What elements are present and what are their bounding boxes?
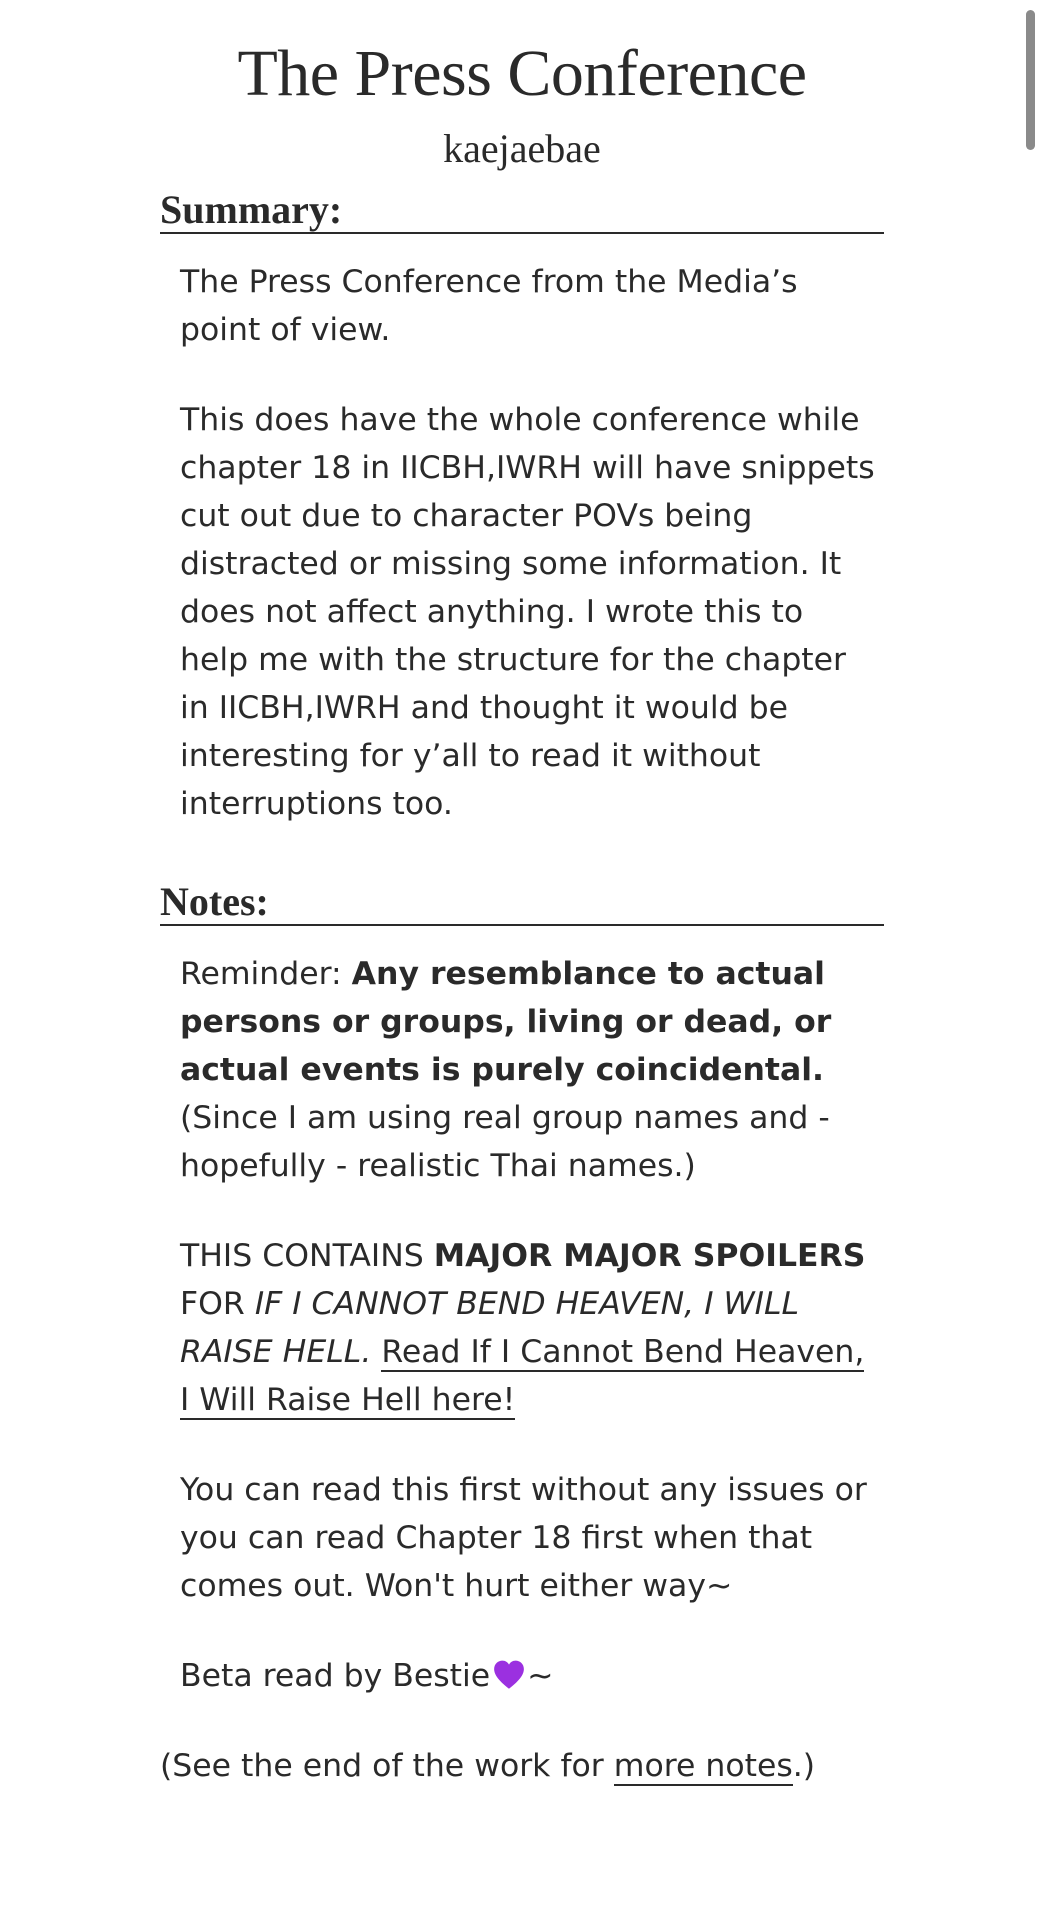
notes-order-note: You can read this first without any issues or you can read Chapter 18 first when that comes out. Won't hurt either way~ xyxy=(180,1472,867,1604)
beta-prefix: Beta read by Bestie xyxy=(180,1658,491,1694)
work-page xyxy=(160,0,884,1790)
more-notes-link[interactable]: more notes xyxy=(613,1748,793,1784)
notes-spoiler-warning xyxy=(180,1232,878,1424)
notes-heading: Notes: xyxy=(160,880,884,926)
reminder-label: Reminder: xyxy=(180,956,352,992)
reminder-bold-text: Any resemblance to actual persons or groups, living or dead, or actual events is purely coincidental. xyxy=(180,956,832,1088)
end-notes-pointer xyxy=(160,1742,884,1790)
spoiler-mid: FOR xyxy=(180,1286,255,1322)
notes-beta-credit xyxy=(180,1652,878,1700)
summary-paragraph-1: The Press Conference from the Media’s point of view. xyxy=(180,264,798,348)
beta-suffix: ~ xyxy=(527,1658,554,1694)
work-title: The Press Conference xyxy=(237,37,807,110)
spoiler-bold-text: MAJOR MAJOR SPOILERS xyxy=(433,1238,866,1274)
notes-body xyxy=(160,950,884,1700)
end-note-prefix: (See the end of the work for xyxy=(160,1748,614,1784)
summary-heading: Summary: xyxy=(160,188,884,234)
spoiler-italic-title: IF I CANNOT BEND HEAVEN, I WILL RAISE HELL. xyxy=(180,1286,800,1370)
notes-reminder xyxy=(180,950,878,1190)
end-note-suffix: .) xyxy=(792,1748,816,1784)
summary-paragraph-2: This does have the whole conference while chapter 18 in IICBH,IWRH will have snippets cut out due to character POVs being distracted or missing some information. It does not affect anything. I wrote this to help me with the structure for the chapter in IICBH,IWRH and thought it would be interesting for y’all to read it without interruptions too. xyxy=(180,402,875,822)
work-author[interactable]: kaejaebae xyxy=(443,126,601,171)
purple-heart-icon xyxy=(492,1658,526,1692)
scrollbar-thumb[interactable] xyxy=(1026,10,1035,150)
reminder-rest-text: (Since I am using real group names and - hopefully - realistic Thai names.) xyxy=(180,1100,830,1184)
summary-body xyxy=(160,258,884,828)
spoiler-prefix: THIS CONTAINS xyxy=(180,1238,434,1274)
read-main-work-link[interactable]: Read If I Cannot Bend Heaven, I Will Raise Hell here! xyxy=(180,1334,865,1418)
